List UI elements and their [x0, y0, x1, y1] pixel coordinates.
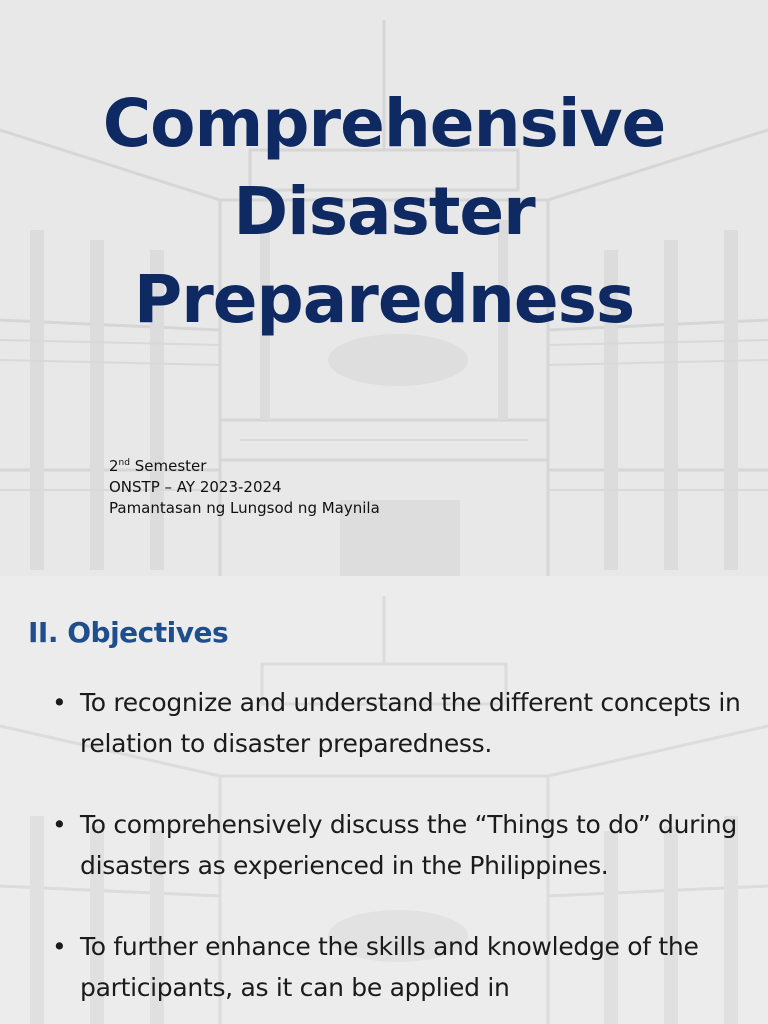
semester-word: Semester [129, 457, 207, 475]
objective-text-3: To further enhance the skills and knowledge of the participants, as it can be applied in [80, 932, 699, 1002]
subtitle-block [109, 456, 380, 519]
objectives-heading: II. Objectives [28, 616, 229, 649]
program-line: ONSTP – AY 2023-2024 [109, 478, 282, 496]
objective-item-2 [0, 804, 760, 886]
title-line-2: Disaster [233, 173, 535, 250]
objectives-list [0, 682, 760, 1024]
title-line-1: Comprehensive [102, 85, 666, 162]
objective-text-2: To comprehensively discuss the “Things to do” during disasters as experienced in the Philippines. [80, 810, 737, 880]
bullet-icon: • [52, 932, 67, 961]
objectives-slide [0, 576, 768, 1024]
bullet-icon: • [52, 688, 67, 717]
objective-item-1 [0, 682, 760, 764]
university-line: Pamantasan ng Lungsod ng Maynila [109, 499, 380, 517]
objective-text-1: To recognize and understand the different concepts in relation to disaster preparedness. [80, 688, 741, 758]
presentation-title [0, 80, 768, 344]
semester-number: 2 [109, 457, 119, 475]
bullet-icon: • [52, 810, 67, 839]
semester-suffix: nd [118, 458, 130, 468]
objective-item-3 [0, 926, 760, 1008]
semester-line [109, 456, 380, 477]
title-line-3: Preparedness [133, 261, 635, 338]
